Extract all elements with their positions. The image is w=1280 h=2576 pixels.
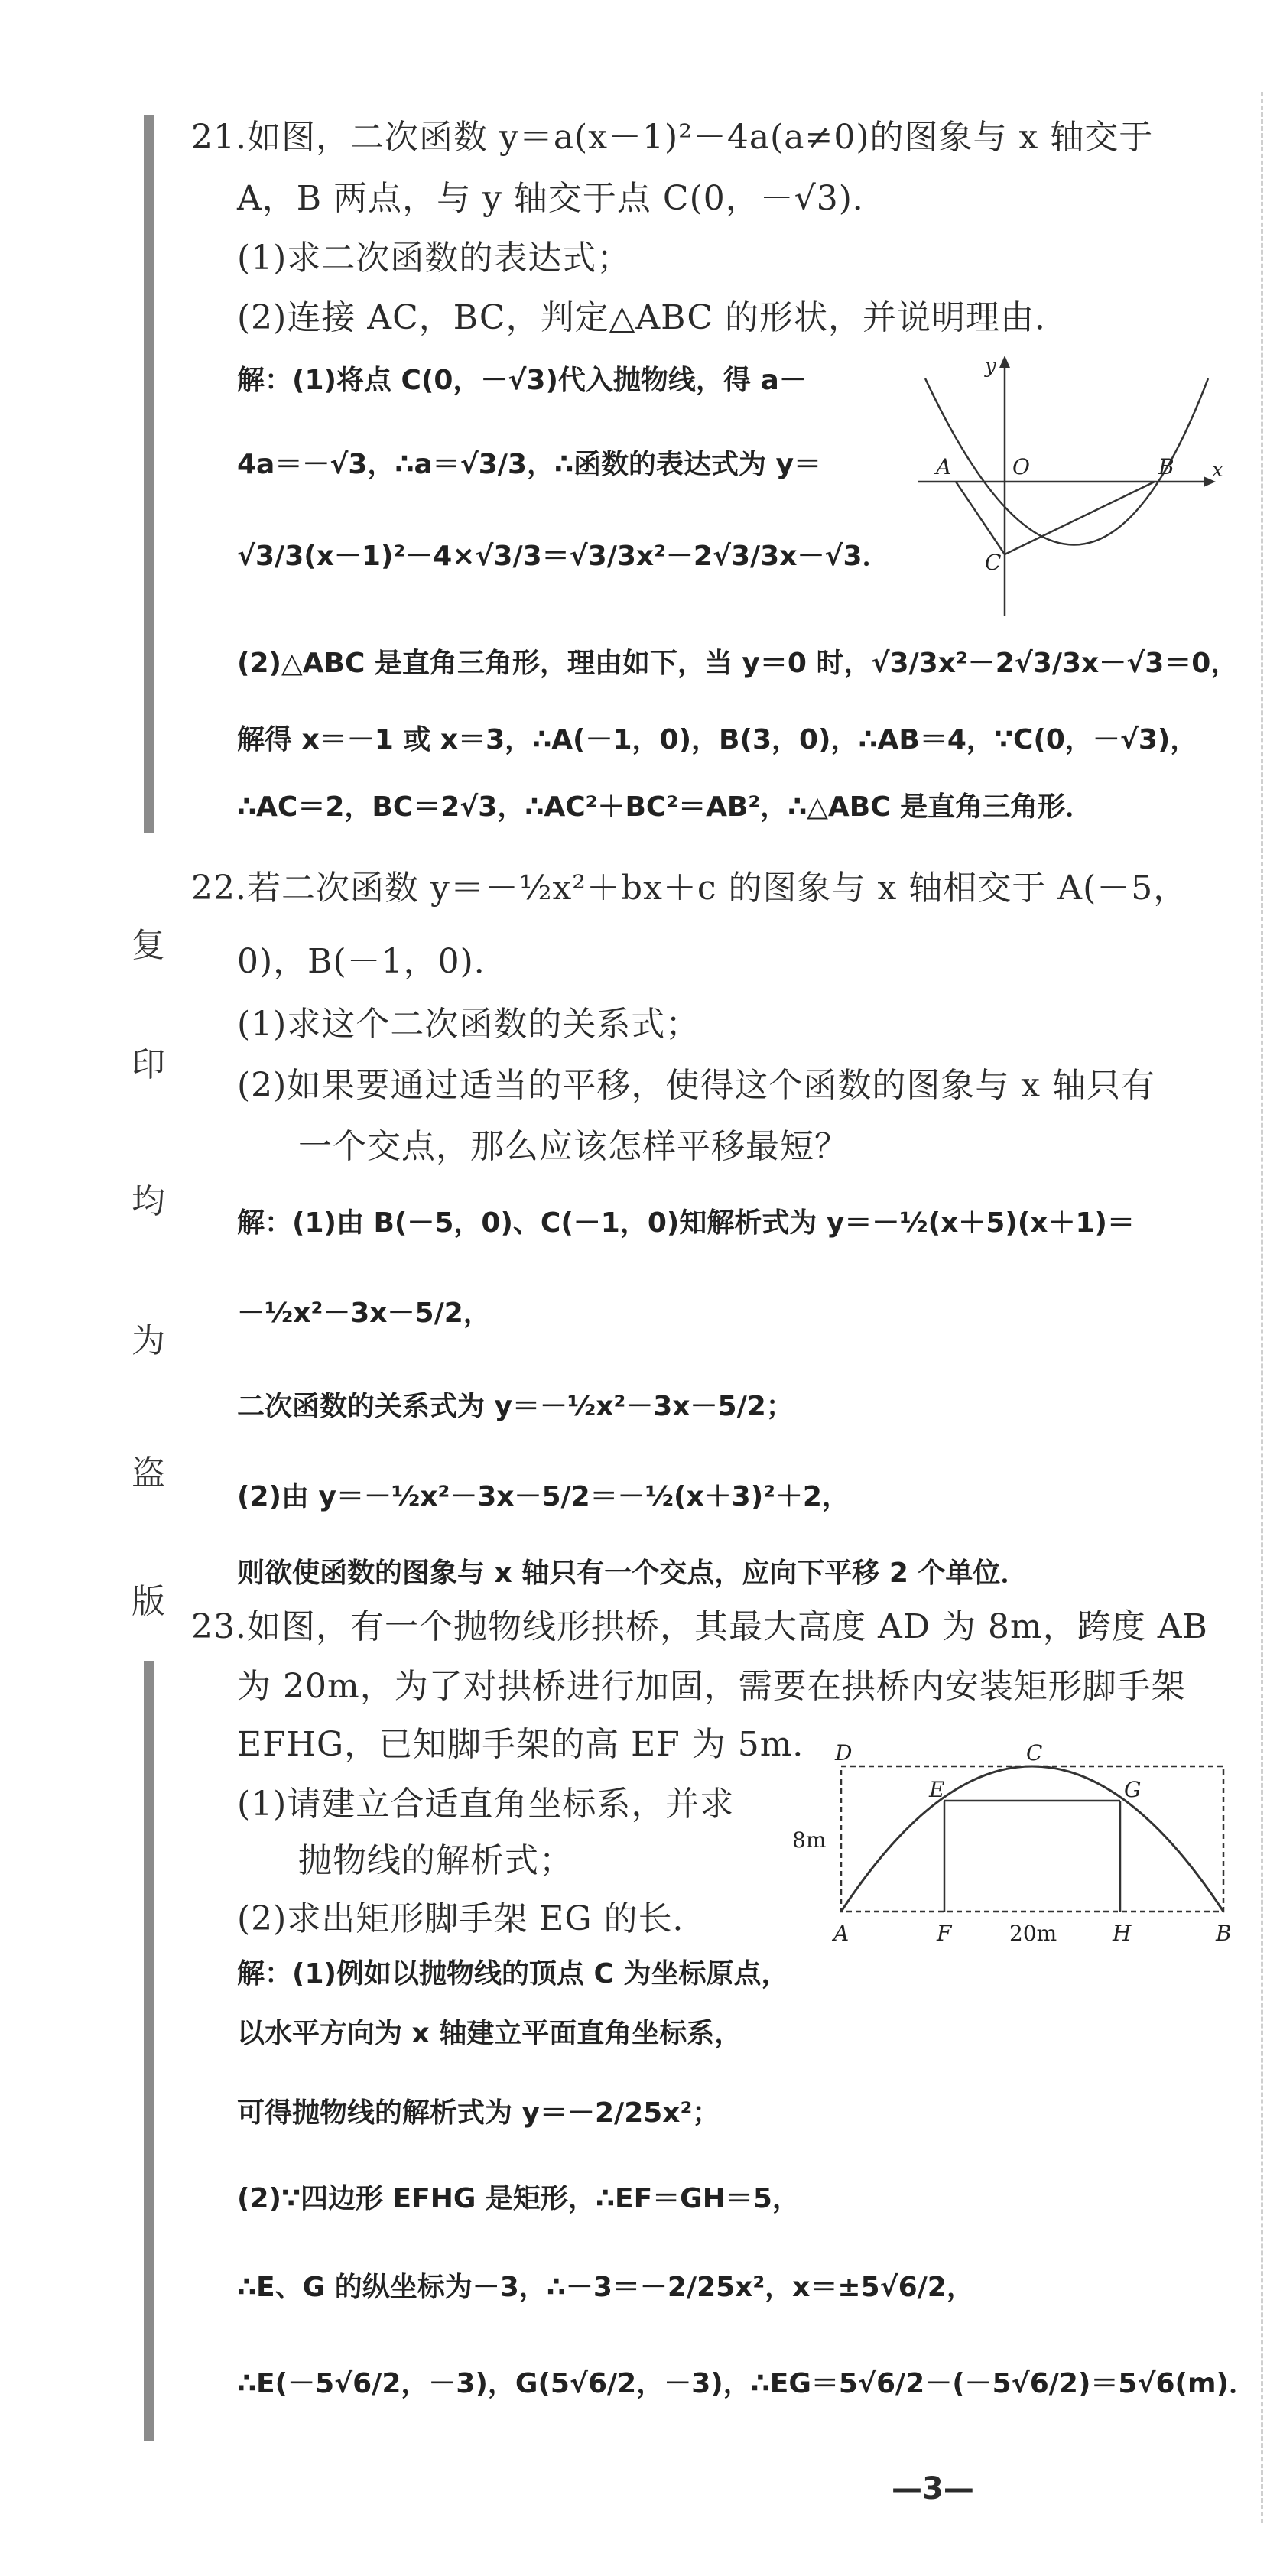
q23-label-A: A <box>833 1921 850 1946</box>
q22-answer-line2: －½x²－3x－5/2， <box>237 1298 491 1329</box>
q23-answer-line6: ∴E(－5√6/2，－3)，G(5√6/2，－3)，∴EG＝5√6/2－(－5√6/2)＝5√6(m)． <box>237 2368 1256 2399</box>
q23-answer-line1: 解：(1)例如以抛物线的顶点 C 为坐标原点， <box>237 1958 789 1990</box>
binding-edge <box>1261 92 1263 2523</box>
margin-bar-bottom <box>144 1661 154 2441</box>
q21-answer-line4: (2)△ABC 是直角三角形，理由如下，当 y＝0 时，√3/3x²－2√3/3x－√3＝0， <box>237 648 1239 679</box>
q23-part1-line1: (1)请建立合适直角坐标系，并求 <box>237 1785 735 1824</box>
q21-answer-line3: √3/3(x－1)²－4×√3/3＝√3/3x²－2√3/3x－√3． <box>237 541 890 572</box>
q21-answer-line5: 解得 x＝－1 或 x＝3，∴A(－1，0)，B(3，0)，∴AB＝4，∵C(0，－√3)， <box>237 724 1198 755</box>
q23-stem-line2: 为 20m，为了对拱桥进行加固，需要在拱桥内安装矩形脚手架 <box>237 1667 1186 1706</box>
q21-label-A: A <box>936 454 952 479</box>
q21-label-C: C <box>985 550 1002 575</box>
q22-part2-line1: (2)如果要通过适当的平移，使得这个函数的图象与 x 轴只有 <box>237 1066 1156 1105</box>
q23-part2: (2)求出矩形脚手架 EG 的长． <box>237 1899 707 1938</box>
q23-answer-line4: (2)∵四边形 EFHG 是矩形，∴EF＝GH＝5， <box>237 2183 800 2214</box>
side-char-1: 复 <box>132 926 165 965</box>
q21-answer-line1: 解：(1)将点 C(0，－√3)代入抛物线，得 a－ <box>237 365 807 396</box>
q23-label-span: 20m <box>1009 1921 1057 1946</box>
q23-label-G: G <box>1124 1777 1142 1802</box>
side-char-4: 为 <box>132 1321 165 1360</box>
q23-label-C: C <box>1026 1740 1043 1766</box>
side-char-5: 盗 <box>132 1454 165 1493</box>
q23-answer-line2: 以水平方向为 x 轴建立平面直角坐标系， <box>237 2018 742 2049</box>
q23-label-E: E <box>929 1777 945 1802</box>
q21-stem-line2: A，B 两点，与 y 轴交于点 C(0，－√3)． <box>237 179 887 218</box>
side-char-2: 印 <box>132 1045 165 1084</box>
q22-stem-line1: 22.若二次函数 y＝－½x²＋bx＋c 的图象与 x 轴相交于 A(－5， <box>191 869 1188 908</box>
q23-label-H: H <box>1113 1921 1132 1946</box>
q21-y-arrow <box>999 356 1010 368</box>
q21-label-B: B <box>1158 454 1174 479</box>
q23-part1-line2: 抛物线的解析式； <box>298 1841 573 1880</box>
q22-answer-line1: 解：(1)由 B(－5，0)、C(－1，0)知解析式为 y＝－½(x＋5)(x＋1)＝ <box>237 1207 1135 1239</box>
q23-label-D: D <box>835 1740 853 1766</box>
q23-arch-curve <box>841 1766 1223 1912</box>
q23-label-B: B <box>1216 1921 1232 1946</box>
q21-answer-line2: 4a＝－√3，∴a＝√3/3，∴函数的表达式为 y＝ <box>237 449 822 480</box>
q21-part2: (2)连接 AC，BC，判定△ABC 的形状，并说明理由． <box>237 298 1069 337</box>
q22-stem-line2: 0)，B(－1，0)． <box>237 942 508 981</box>
q22-part2-line2: 一个交点，那么应该怎样平移最短？ <box>298 1127 849 1166</box>
q23-answer-line5: ∴E、G 的纵坐标为－3，∴－3＝－2/25x²，x＝±5√6/2， <box>237 2272 974 2303</box>
q21-segment-BC <box>1005 482 1155 554</box>
q21-parabola-figure <box>910 348 1239 638</box>
q21-answer-line6: ∴AC＝2，BC＝2√3，∴AC²＋BC²＝AB²，∴△ABC 是直角三角形． <box>237 791 1093 823</box>
q21-stem-line1: 21.如图，二次函数 y＝a(x－1)²－4a(a≠0)的图象与 x 轴交于 <box>191 118 1154 157</box>
page-number: —3— <box>892 2471 974 2506</box>
q22-part1: (1)求这个二次函数的关系式； <box>237 1005 700 1044</box>
margin-bar-top <box>144 115 154 833</box>
q23-label-F: F <box>937 1921 952 1946</box>
side-char-3: 均 <box>132 1182 165 1221</box>
q23-stem-line1: 23.如图，有一个抛物线形拱桥，其最大高度 AD 为 8m，跨度 AB <box>191 1607 1208 1646</box>
q22-answer-line5: 则欲使函数的图象与 x 轴只有一个交点，应向下平移 2 个单位． <box>237 1558 1028 1589</box>
q23-answer-line3: 可得抛物线的解析式为 y＝－2/25x²； <box>237 2097 720 2129</box>
q21-segment-AC <box>956 482 1005 554</box>
q21-label-O: O <box>1012 454 1030 479</box>
q23-stem-line3: EFHG，已知脚手架的高 EF 为 5m． <box>237 1725 827 1764</box>
q22-answer-line4: (2)由 y＝－½x²－3x－5/2＝－½(x＋3)²＋2， <box>237 1481 850 1512</box>
q21-part1: (1)求二次函数的表达式； <box>237 239 632 278</box>
q23-label-height: 8m <box>792 1827 827 1853</box>
side-char-6: 版 <box>132 1582 165 1621</box>
q21-label-x: x <box>1212 459 1223 482</box>
q21-label-y: y <box>985 355 996 378</box>
q22-answer-line3: 二次函数的关系式为 y＝－½x²－3x－5/2； <box>237 1391 794 1422</box>
q23-arch-figure <box>788 1736 1246 1950</box>
